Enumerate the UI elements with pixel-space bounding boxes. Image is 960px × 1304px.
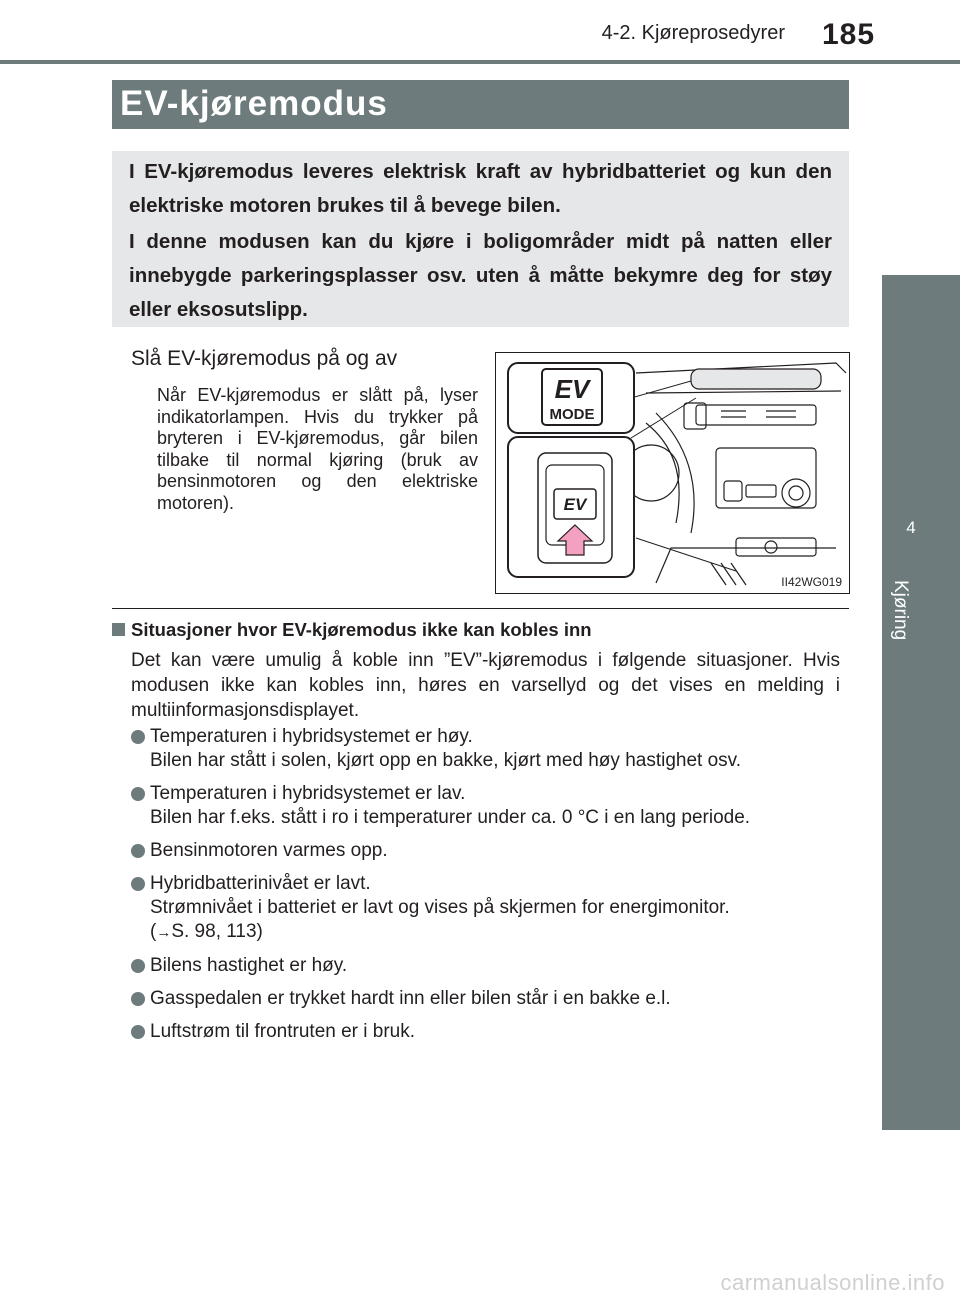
bullet-dot-icon: [131, 730, 145, 744]
list-item-title: Hybridbatterinivået er lavt.: [150, 873, 371, 894]
ev-mode-illustration: [495, 352, 850, 594]
list-item: [131, 954, 843, 978]
intro-paragraph: I EV-kjøremodus leveres elektrisk kraft av hybridbatteriet og kun den elektriske motoren brukes til å bevege bilen.: [129, 160, 832, 217]
list-item: [131, 839, 843, 863]
header-rule: [0, 60, 960, 64]
page-number: 185: [822, 18, 876, 51]
list-item-title: Temperaturen i hybridsystemet er lav.: [150, 783, 466, 804]
list-item-title: Luftstrøm til frontruten er i bruk.: [150, 1021, 416, 1042]
list-item-detail: Bilen har f.eks. stått i ro i temperaturer under ca. 0 °C i en lang periode.: [150, 807, 751, 828]
mode-indicator-text: MODE: [549, 406, 595, 423]
list-item-title: Gasspedalen er trykket hardt inn eller bilen står i en bakke e.l.: [150, 988, 671, 1009]
bullet-dot-icon: [131, 1025, 145, 1039]
list-item: [131, 1020, 843, 1044]
dashboard-drawing: [496, 353, 849, 593]
list-item-title: Temperaturen i hybridsystemet er høy.: [150, 726, 473, 747]
arrow-right-icon: →: [156, 924, 172, 941]
toggle-description: Når EV-kjøremodus er slått på, lyser indikatorlampen. Hvis du trykker på bryteren i EV-kjøremodus, går bilen tilbake til normal kjøring (bruk av bensinmotoren og den elektriske motoren).: [157, 385, 478, 513]
ev-indicator-text: EV: [554, 374, 590, 404]
section-title: EV-kjøremodus: [120, 84, 388, 123]
ev-switch-text: EV: [563, 495, 587, 514]
intro-box: [112, 151, 849, 327]
list-item-detail: Strømnivået i batteriet er lavt og vises på skjermen for energimonitor.: [150, 897, 730, 918]
bullet-dot-icon: [131, 877, 145, 891]
list-item-title: Bensinmotoren varmes opp.: [150, 840, 388, 861]
section-title-bar: [112, 80, 849, 129]
chapter-number: 4: [906, 518, 916, 537]
list-item: [131, 987, 843, 1011]
bullet-dot-icon: [131, 959, 145, 973]
list-item: [131, 725, 843, 773]
toggle-title: Slå EV-kjøremodus på og av: [131, 347, 398, 370]
illustration-code: II42WG019: [781, 575, 842, 589]
list-item: [131, 872, 843, 945]
subsection-paragraph: Det kan være umulig å koble inn ”EV”-kjøremodus i følgende situasjoner. Hvis modusen ikke kan kobles inn, høres en varsellyd og det vises en melding i multiinformasjonsdisplayet.: [131, 650, 840, 721]
bullet-dot-icon: [131, 844, 145, 858]
square-bullet-icon: [112, 623, 125, 636]
subsection-heading: [112, 619, 592, 641]
chapter-label: Kjøring: [890, 580, 911, 641]
chapter-side-tab: [882, 275, 960, 1130]
watermark: carmanualsonline.info: [720, 1270, 945, 1295]
bullet-dot-icon: [131, 787, 145, 801]
page-reference-text: S. 98, 113): [171, 921, 263, 942]
page-reference: (→S. 98, 113): [150, 921, 263, 942]
list-item-detail: Bilen har stått i solen, kjørt opp en bakke, kjørt med høy hastighet osv.: [150, 750, 742, 771]
running-header: 4-2. Kjøreprosedyrer: [601, 22, 785, 44]
list-item-title: Bilens hastighet er høy.: [150, 955, 348, 976]
section-divider: [112, 608, 849, 609]
bullet-dot-icon: [131, 992, 145, 1006]
subsection-heading-text: Situasjoner hvor EV-kjøremodus ikke kan kobles inn: [131, 619, 592, 640]
intro-paragraph: I denne modusen kan du kjøre i boligområder midt på natten eller innebygde parkeringsplasser osv. uten å måtte bekymre deg for støy eller eksosutslipp.: [129, 230, 832, 321]
condition-list: [131, 725, 843, 1053]
list-item: [131, 782, 843, 830]
